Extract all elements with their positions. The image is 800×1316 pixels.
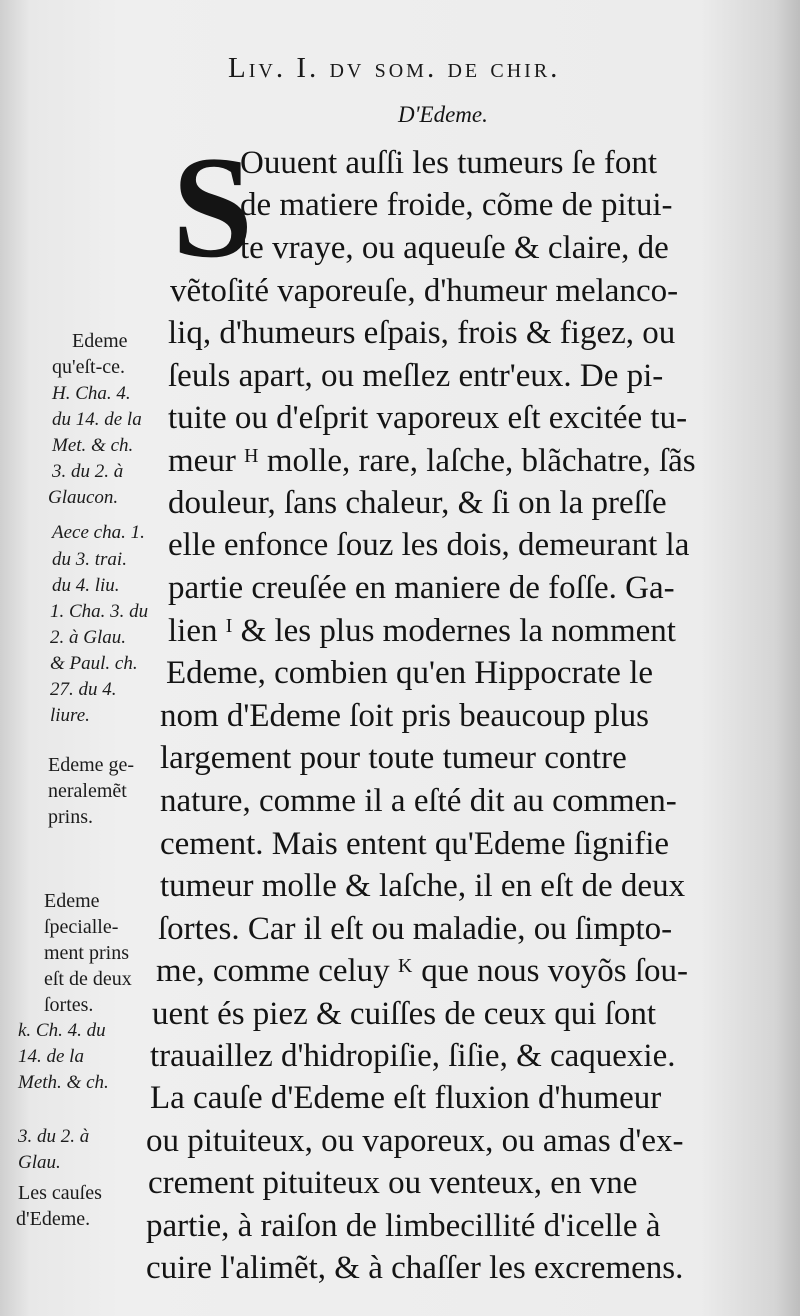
margin-note: k. Ch. 4. du bbox=[18, 1020, 106, 1041]
body-line: Ouuent auſſi les tumeurs ſe font bbox=[240, 145, 657, 181]
margin-note: 14. de la bbox=[18, 1046, 84, 1067]
body-line: me, comme celuy ᴷ que nous voyõs ſou- bbox=[156, 953, 689, 989]
margin-note: Edeme ge- bbox=[48, 754, 135, 776]
body-line: uent és piez & cuiſſes de ceux qui ſont bbox=[152, 996, 657, 1032]
body-line: ou pituiteux, ou vaporeux, ou amas d'ex- bbox=[146, 1123, 684, 1159]
body-line: partie, à raiſon de limbecillité d'icelle à bbox=[146, 1208, 661, 1244]
margin-note: Met. & ch. bbox=[52, 435, 134, 456]
body-line: elle enfonce ſouz les dois, demeurant la bbox=[168, 527, 690, 563]
body-line: nature, comme il a eſté dit au commen- bbox=[160, 783, 677, 819]
margin-note: du 14. de la bbox=[52, 409, 142, 430]
margin-note: ſortes. bbox=[44, 994, 94, 1016]
body-line: tuite ou d'eſprit vaporeux eſt excitée tu- bbox=[168, 400, 688, 436]
body-line: cement. Mais entent qu'Edeme ſignifie bbox=[160, 826, 670, 862]
margin-note: Les cauſes bbox=[18, 1182, 102, 1204]
body-line: largement pour toute tumeur contre bbox=[160, 740, 627, 776]
margin-note: du 4. liu. bbox=[52, 575, 120, 596]
body-line: vẽtoſité vaporeuſe, d'humeur melanco- bbox=[170, 273, 679, 309]
body-line: tumeur molle & laſche, il en eſt de deux bbox=[160, 868, 686, 904]
body-line: de matiere froide, cõme de pitui- bbox=[240, 187, 673, 223]
margin-note: 3. du 2. à bbox=[18, 1126, 90, 1147]
margin-note: Meth. & ch. bbox=[18, 1072, 109, 1093]
body-line: Edeme, combien qu'en Hippocrate le bbox=[166, 655, 654, 691]
margin-note: d'Edeme. bbox=[16, 1208, 91, 1230]
margin-note: 3. du 2. à bbox=[52, 461, 124, 482]
margin-note: Edeme bbox=[44, 890, 100, 912]
margin-note: Aece cha. 1. bbox=[52, 522, 145, 543]
body-line: crement pituiteux ou venteux, en vne bbox=[148, 1165, 638, 1201]
margin-note: 27. du 4. bbox=[50, 679, 117, 700]
body-line: ſeuls apart, ou meſlez entr'eux. De pi- bbox=[168, 358, 664, 394]
margin-note: ment prins bbox=[44, 942, 129, 964]
margin-note: neralemẽt bbox=[48, 780, 127, 802]
body-line: lien ᴵ & les plus modernes la nomment bbox=[168, 613, 676, 649]
body-line: La cauſe d'Edeme eſt fluxion d'humeur bbox=[150, 1080, 662, 1116]
body-line: te vraye, ou aqueuſe & claire, de bbox=[240, 230, 669, 266]
section-title: D'Edeme. bbox=[398, 102, 488, 127]
margin-note: H. Cha. 4. bbox=[52, 383, 131, 404]
drop-cap: S bbox=[172, 126, 254, 288]
margin-note: Edeme bbox=[72, 330, 128, 352]
margin-note: eſt de deux bbox=[44, 968, 132, 990]
running-head: Liv. I. dv som. de chir. bbox=[228, 52, 561, 84]
margin-note: & Paul. ch. bbox=[50, 653, 138, 674]
body-line: meur ᴴ molle, rare, laſche, blãchatre, ſãs bbox=[168, 443, 696, 479]
body-line: ſortes. Car il eſt ou maladie, ou ſimpto- bbox=[158, 911, 673, 947]
margin-note: 1. Cha. 3. du bbox=[50, 601, 149, 622]
body-line: cuire l'alimẽt, & à chaſſer les excremens. bbox=[146, 1250, 684, 1286]
margin-note: du 3. trai. bbox=[52, 549, 127, 570]
margin-note: liure. bbox=[50, 705, 90, 726]
margin-note: prins. bbox=[48, 806, 93, 828]
margin-note: Glaucon. bbox=[48, 487, 119, 508]
body-line: douleur, ſans chaleur, & ſi on la preſſe bbox=[168, 485, 667, 521]
margin-note: Glau. bbox=[18, 1152, 61, 1173]
body-line: liq, d'humeurs eſpais, frois & figez, ou bbox=[168, 315, 676, 351]
margin-note: 2. à Glau. bbox=[50, 627, 126, 648]
body-line: trauaillez d'hidropiſie, ſiſie, & caquexie. bbox=[150, 1038, 676, 1074]
margin-note: qu'eſt-ce. bbox=[52, 356, 126, 378]
body-line: nom d'Edeme ſoit pris beaucoup plus bbox=[160, 698, 649, 734]
margin-note: ſpecialle- bbox=[44, 916, 119, 938]
body-line: partie creuſée en maniere de foſſe. Ga- bbox=[168, 570, 675, 606]
